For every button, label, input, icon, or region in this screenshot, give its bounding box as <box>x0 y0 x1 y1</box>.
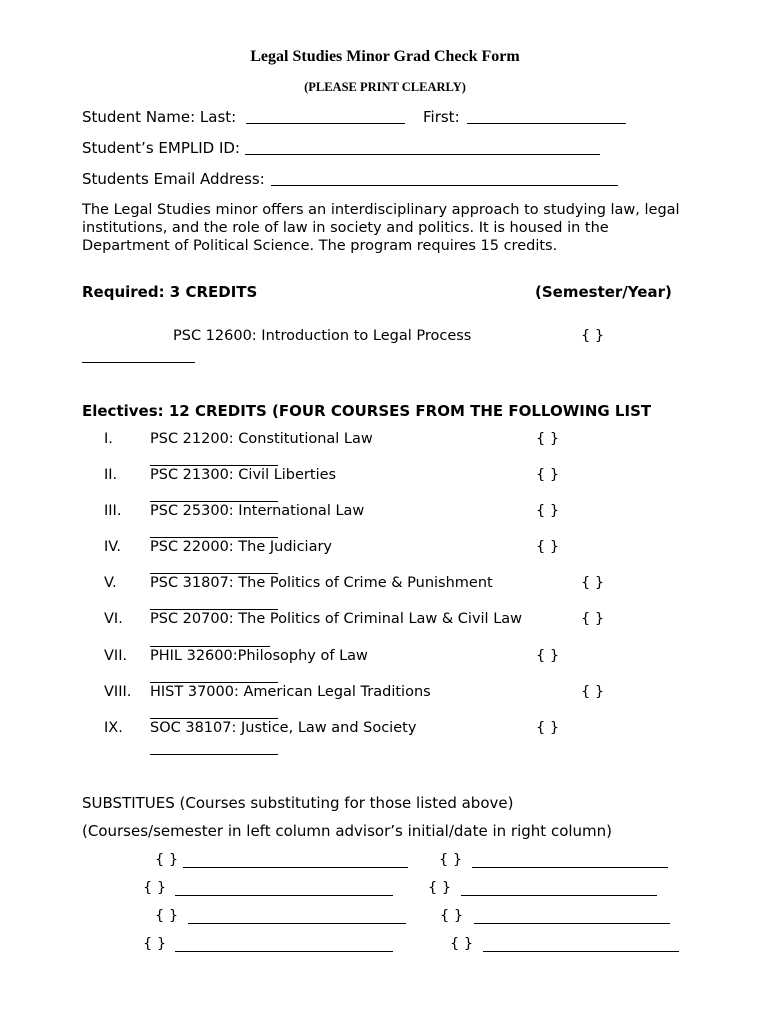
elective-semester-line[interactable] <box>150 573 278 574</box>
elective-semester-line[interactable] <box>150 609 278 610</box>
substitutes-heading: SUBSTITUES (Courses substituting for those listed above) <box>82 794 514 812</box>
elective-braces: { } <box>536 720 560 736</box>
substitute-course-braces: { } <box>143 880 167 896</box>
elective-braces: { } <box>536 431 560 447</box>
first-name-field[interactable] <box>467 123 626 124</box>
elective-braces: { } <box>581 684 605 700</box>
elective-course: PSC 21200: Constitutional Law <box>150 431 373 447</box>
required-heading: Required: 3 CREDITS <box>82 283 258 301</box>
elective-number: VII. <box>104 648 128 664</box>
elective-number: III. <box>104 503 122 519</box>
elective-braces: { } <box>536 503 560 519</box>
emplid-field[interactable] <box>245 154 600 155</box>
substitute-course-line[interactable] <box>175 951 393 952</box>
elective-course: PHIL 32600:Philosophy of Law <box>150 648 368 664</box>
elective-number: V. <box>104 575 117 591</box>
substitute-advisor-line[interactable] <box>461 895 657 896</box>
elective-braces: { } <box>581 575 605 591</box>
elective-semester-line[interactable] <box>150 501 278 502</box>
emplid-label: Student’s EMPLID ID: <box>82 139 240 157</box>
substitute-course-line[interactable] <box>183 867 408 868</box>
last-name-field[interactable] <box>246 123 405 124</box>
substitute-course-braces: { } <box>143 936 167 952</box>
first-name-label: First: <box>423 108 460 126</box>
elective-course: PSC 31807: The Politics of Crime & Punishment <box>150 575 493 591</box>
email-field[interactable] <box>271 185 618 186</box>
elective-braces: { } <box>536 539 560 555</box>
elective-course: PSC 20700: The Politics of Criminal Law & Civil Law <box>150 611 523 627</box>
substitute-advisor-braces: { } <box>440 908 464 924</box>
substitute-advisor-line[interactable] <box>472 867 668 868</box>
substitutes-note: (Courses/semester in left column advisor’s initial/date in right column) <box>82 822 613 840</box>
substitute-advisor-line[interactable] <box>474 923 670 924</box>
elective-braces: { } <box>581 611 605 627</box>
substitute-advisor-braces: { } <box>450 936 474 952</box>
elective-number: IV. <box>104 539 121 555</box>
substitute-course-line[interactable] <box>188 923 406 924</box>
elective-number: II. <box>104 467 118 483</box>
elective-braces: { } <box>536 467 560 483</box>
elective-course: HIST 37000: American Legal Traditions <box>150 684 431 700</box>
elective-course: PSC 21300: Civil Liberties <box>150 467 337 483</box>
substitute-course-braces: { } <box>155 908 179 924</box>
elective-semester-line[interactable] <box>150 537 278 538</box>
elective-semester-line[interactable] <box>150 754 278 755</box>
elective-course: SOC 38107: Justice, Law and Society <box>150 720 417 736</box>
substitute-course-line[interactable] <box>175 895 393 896</box>
substitute-advisor-braces: { } <box>428 880 452 896</box>
elective-course: PSC 22000: The Judiciary <box>150 539 333 555</box>
substitute-course-braces: { } <box>155 852 179 868</box>
elective-number: I. <box>104 431 113 447</box>
electives-heading: Electives: 12 CREDITS (FOUR COURSES FROM THE FOLLOWING LIST <box>82 402 652 420</box>
elective-number: VI. <box>104 611 123 627</box>
substitute-advisor-braces: { } <box>439 852 463 868</box>
elective-course: PSC 25300: International Law <box>150 503 365 519</box>
program-description: The Legal Studies minor offers an interdisciplinary approach to studying law, legal institutions, and the role of law in society and politics. It is housed in the Department of Political Science. The program requires 15 credits. <box>82 202 680 254</box>
elective-semester-line[interactable] <box>150 718 278 719</box>
email-label: Students Email Address: <box>82 170 265 188</box>
elective-semester-line[interactable] <box>150 646 270 647</box>
semester-year-heading: (Semester/Year) <box>535 283 672 301</box>
elective-braces: { } <box>536 648 560 664</box>
page-subtitle: (PLEASE PRINT CLEARLY) <box>304 80 466 94</box>
required-braces: { } <box>581 328 605 344</box>
required-course: PSC 12600: Introduction to Legal Process <box>173 328 472 344</box>
elective-number: VIII. <box>104 684 132 700</box>
last-name-label: Student Name: Last: <box>82 108 237 126</box>
elective-semester-line[interactable] <box>150 682 278 683</box>
elective-semester-line[interactable] <box>150 465 278 466</box>
required-semester-line[interactable] <box>82 362 195 363</box>
page-title: Legal Studies Minor Grad Check Form <box>250 48 520 65</box>
substitute-advisor-line[interactable] <box>483 951 679 952</box>
elective-number: IX. <box>104 720 123 736</box>
